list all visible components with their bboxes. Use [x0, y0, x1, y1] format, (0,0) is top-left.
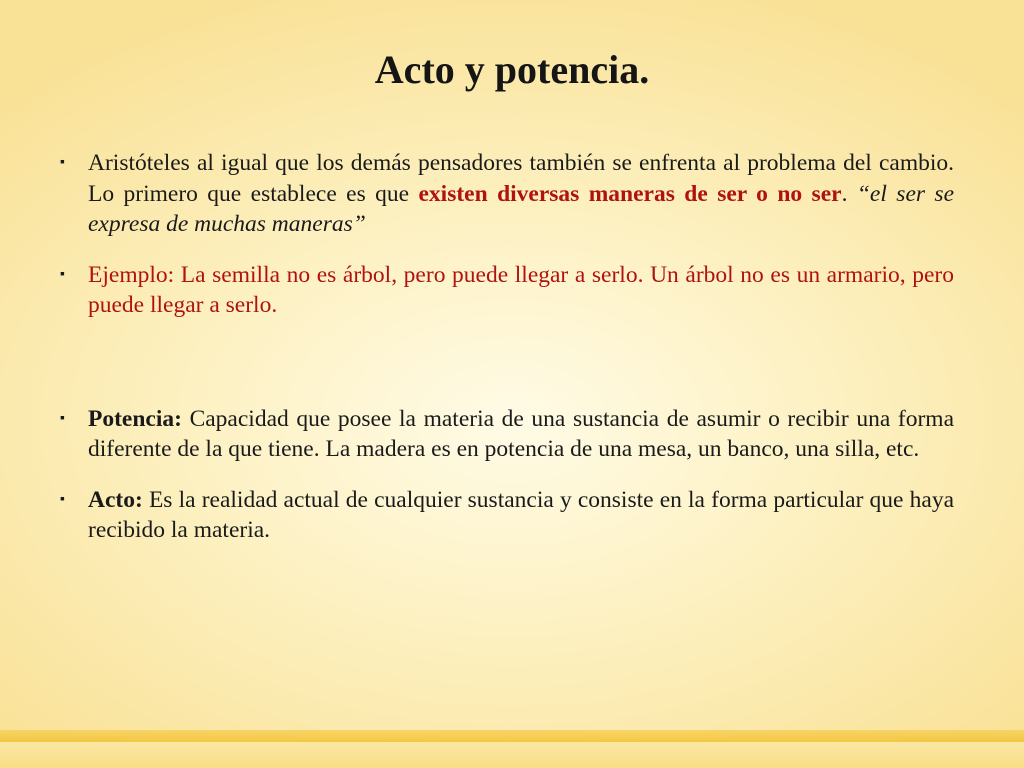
slide-title: Acto y potencia.	[374, 47, 650, 92]
slide-content	[56, 148, 954, 566]
bullet-marker: ▪	[60, 491, 65, 507]
bullet-ejemplo	[56, 260, 954, 321]
spacer	[56, 341, 954, 404]
bullet-marker: ▪	[60, 266, 65, 282]
bullet-acto	[56, 485, 954, 546]
example-text: Ejemplo: La semilla no es árbol, pero puede llegar a serlo. Un árbol no es un armario, pero puede llegar a serlo.	[88, 261, 954, 318]
highlight-text: existen diversas maneras de ser o no ser	[418, 180, 842, 207]
bullet-marker: ▪	[60, 410, 65, 426]
definition-text: Capacidad que posee la materia de una sustancia de asumir o recibir una forma diferente de la que tiene. La madera es en potencia de una mesa, un banco, una silla, etc.	[88, 405, 954, 462]
bullet-aristoteles	[56, 148, 954, 240]
quote-text: “el ser se expresa de muchas maneras”	[88, 180, 954, 237]
bullet-text: .	[841, 180, 857, 207]
bullet-potencia	[56, 404, 954, 465]
definition-text: Es la realidad actual de cualquier sustancia y consiste en la forma particular que haya recibido la materia.	[88, 486, 954, 543]
term-acto: Acto:	[88, 486, 143, 513]
term-potencia: Potencia:	[88, 405, 182, 432]
bottom-decor-strip	[0, 742, 1024, 768]
bullet-text: Aristóteles al igual que los demás pensadores también se enfrenta al problema del cambio. Lo primero que establece es que	[88, 150, 954, 207]
bottom-decor-band	[0, 730, 1024, 742]
bullet-marker: ▪	[60, 155, 65, 170]
